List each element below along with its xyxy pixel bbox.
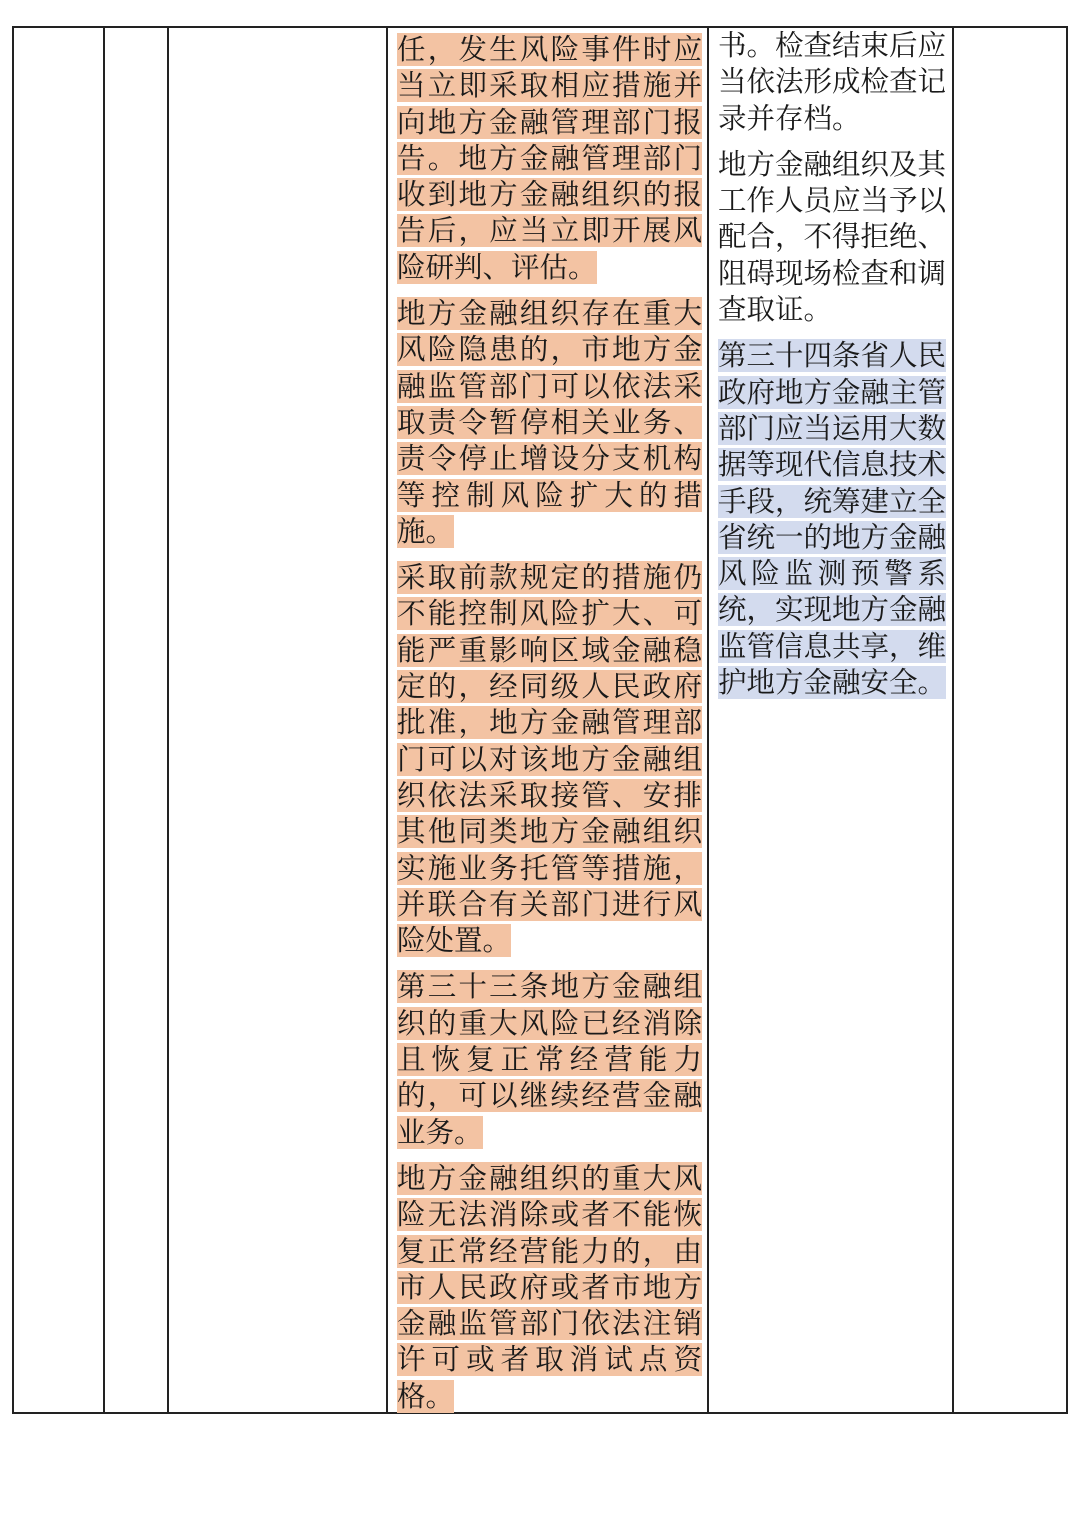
comparison-paragraph (718, 28, 946, 137)
provision-paragraph (397, 296, 702, 550)
column-divider-2 (167, 28, 169, 1412)
provision-paragraph (397, 32, 702, 286)
column-divider-5 (952, 28, 954, 1412)
comparison-text-cell (710, 28, 952, 1412)
plain-text: 地方金融组织及其工作人员应当予以配合，不得拒绝、阻碍现场检查和调查取证。 (718, 147, 947, 327)
provision-text-cell (390, 28, 708, 1412)
column-divider-3 (386, 28, 388, 1412)
provision-paragraph (397, 1161, 702, 1415)
comparison-table (12, 26, 1068, 1414)
comparison-paragraph (718, 147, 946, 328)
highlighted-text: 第三十四条省人民政府地方金融主管部门应当运用大数据等现代信息技术手段，统筹建立全省统一的地方金融风险监测预警系统，实现地方金融监管信息共享，维护地方金融安全。 (718, 339, 947, 700)
highlighted-text: 地方金融组织的重大风险无法消除或者不能恢复正常经营能力的，由市人民政府或者市地方金融监管部门依法注销许可或者取消试点资格。 (397, 1161, 702, 1413)
highlighted-text: 采取前款规定的措施仍不能控制风险扩大、可能严重影响区域金融稳定的，经同级人民政府批准，地方金融管理部门可以对该地方金融组织依法采取接管、安排其他同类地方金融组织实施业务托管等措施，并联合有关部门进行风险处置。 (397, 561, 702, 958)
highlighted-text: 地方金融组织存在重大风险隐患的，市地方金融监管部门可以依法采取责令暂停相关业务、责令停止增设分支机构等控制风险扩大的措施。 (397, 297, 702, 548)
plain-text: 书。检查结束后应当依法形成检查记录并存档。 (718, 29, 947, 135)
provision-paragraph (397, 560, 702, 959)
provision-paragraph (397, 969, 702, 1150)
column-divider-1 (103, 28, 105, 1412)
comparison-paragraph (718, 338, 946, 701)
highlighted-text: 任，发生风险事件时应当立即采取相应措施并向地方金融管理部门报告。地方金融管理部门收到地方金融组织的报告后，应当立即开展风险研判、评估。 (397, 33, 702, 284)
highlighted-text: 第三十三条地方金融组织的重大风险已经消除且恢复正常经营能力的，可以继续经营金融业务。 (397, 970, 702, 1149)
